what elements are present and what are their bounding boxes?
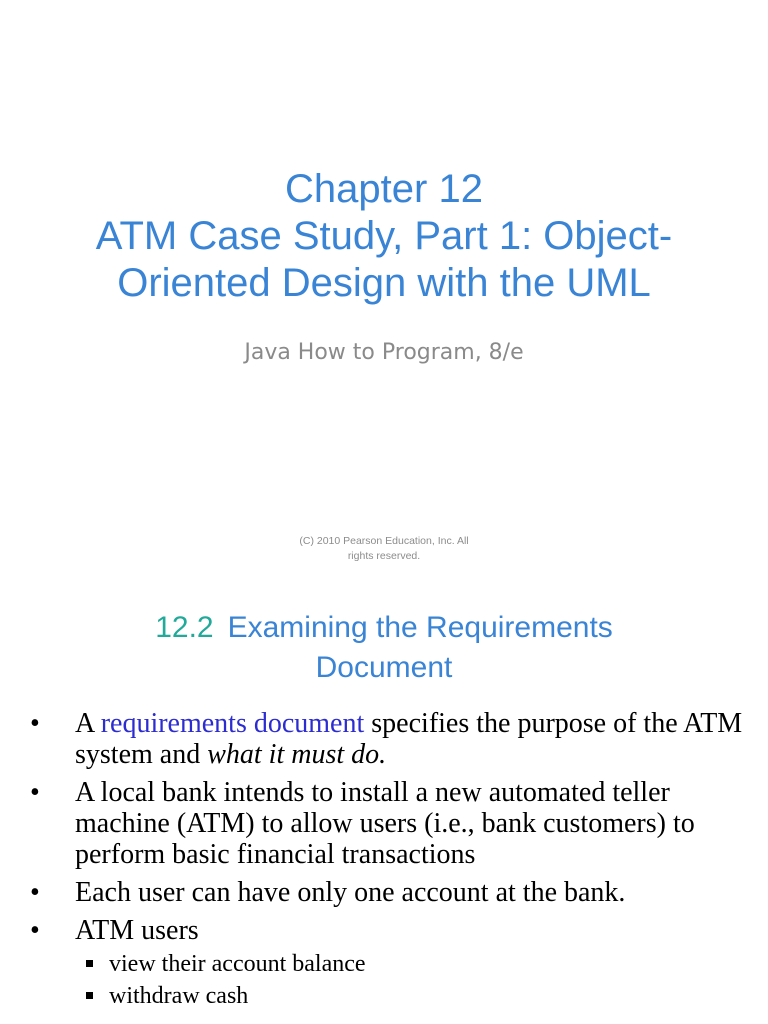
sub-bullet-text: withdraw cash [109, 983, 249, 1009]
bullet-text: A local bank intends to install a new automated teller machine (ATM) to allow users (i.e., bank customers) to perform basic financial transactions [75, 777, 695, 870]
title-line-chapter: Chapter 12 [285, 167, 483, 211]
slide-subtitle: Java How to Program, 8/e [244, 340, 524, 365]
bullet-dot-icon: • [30, 777, 40, 808]
copyright-line-2: rights reserved. [347, 550, 421, 562]
section-title [0, 608, 768, 688]
bullet-item [24, 777, 744, 870]
bullet-dot-icon: • [30, 915, 40, 946]
title-line-3: Oriented Design with the UML [117, 261, 651, 305]
bullet-item [24, 877, 744, 908]
copyright-line-1: (C) 2010 Pearson Education, Inc. All [299, 535, 469, 547]
sub-bullet-text: view their account balance [109, 951, 366, 977]
square-bullet-icon [86, 992, 93, 999]
bullet-dot-icon: • [30, 708, 40, 739]
section-number: 12.2 [155, 611, 214, 644]
sub-bullet-item [24, 980, 744, 1012]
section-title-line-1 [0, 608, 768, 648]
sub-bullet-item [24, 948, 744, 980]
bullet-item [24, 915, 744, 946]
title-line-2: ATM Case Study, Part 1: Object- [95, 214, 673, 258]
copyright-notice [264, 534, 504, 564]
section-title-text: Examining the Requirements [227, 611, 613, 644]
section-title-line-2: Document [315, 651, 453, 684]
slide-title [0, 166, 768, 307]
sub-bullet-list [24, 948, 744, 1012]
emphasis-text: what it must do. [207, 739, 387, 770]
bullet-item [24, 708, 744, 770]
bullet-dot-icon: • [30, 877, 40, 908]
bullet-text: specifies the purpose of the ATM system and [75, 708, 743, 770]
term-requirements-document: requirements document [100, 708, 365, 739]
bullet-text: Each user can have only one account at the bank. [75, 877, 626, 908]
bullet-text: ATM users [75, 915, 199, 946]
bullet-text: A [75, 708, 101, 739]
square-bullet-icon [86, 960, 93, 967]
bullet-list [24, 708, 744, 1012]
